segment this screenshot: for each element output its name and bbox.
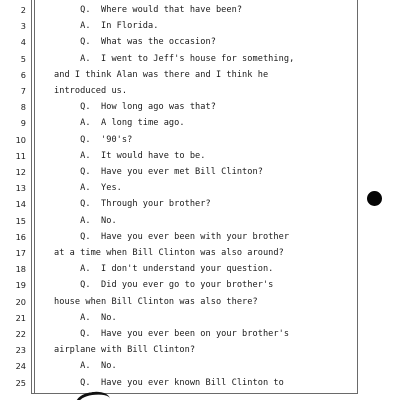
line-text: A. No. (54, 312, 117, 323)
line-number: 4 (20, 37, 26, 48)
line-text: and I think Alan was there and I think he (54, 69, 269, 80)
line-text: Q. Have you ever been with your brother (54, 231, 290, 242)
line-text: house when Bill Clinton was also there? (54, 296, 258, 307)
bottom-margin-rule (31, 393, 358, 394)
line-number: 9 (20, 118, 26, 129)
line-number: 6 (20, 69, 26, 80)
line-number: 13 (15, 183, 26, 194)
line-number: 14 (15, 199, 26, 210)
transcript-line (0, 261, 357, 277)
line-number: 20 (15, 296, 26, 307)
line-number: 21 (15, 312, 26, 323)
line-number: 15 (15, 215, 26, 226)
transcript-line (0, 34, 357, 50)
transcript-line (0, 375, 357, 391)
line-text: airplane with Bill Clinton? (54, 345, 196, 356)
line-number: 17 (15, 248, 26, 258)
line-text: Q. '90's? (54, 134, 133, 145)
line-text: Q. Have you ever known Bill Clinton to (54, 377, 284, 388)
line-text: Q. How long ago was that? (54, 102, 216, 113)
transcript-line (0, 2, 357, 18)
line-text: Q. Have you ever been on your brother's (54, 329, 290, 339)
line-text: A. In Florida. (54, 21, 159, 32)
line-number: 24 (15, 361, 26, 372)
line-number: 2 (20, 5, 26, 15)
transcript-line (0, 99, 357, 115)
transcript-line (0, 196, 357, 212)
transcript-line (0, 310, 357, 326)
line-number: 19 (15, 280, 26, 291)
transcript-line (0, 164, 357, 180)
line-number: 10 (15, 134, 26, 145)
line-text: Q. Have you ever met Bill Clinton? (54, 167, 263, 177)
hole-punch-mark (367, 191, 382, 206)
line-number: 16 (15, 231, 26, 242)
line-number: 25 (15, 377, 26, 388)
line-text: introduced us. (54, 86, 128, 96)
transcript-line (0, 51, 357, 67)
line-number: 18 (15, 264, 26, 275)
transcript-line (0, 115, 357, 131)
transcript-line (0, 213, 357, 229)
ink-smudge (75, 390, 111, 400)
transcript-line (0, 67, 357, 83)
transcript-line (0, 277, 357, 293)
line-text: A. A long time ago. (54, 118, 185, 129)
transcript-line (0, 342, 357, 358)
line-number: 22 (15, 329, 26, 339)
line-text: A. It would have to be. (54, 150, 206, 161)
transcript-line (0, 358, 357, 374)
transcript-line (0, 180, 357, 196)
line-number: 7 (20, 86, 26, 96)
transcript-line (0, 18, 357, 34)
line-text: A. No. (54, 215, 117, 226)
transcript-line (0, 148, 357, 164)
transcript-line (0, 245, 357, 261)
transcript-line (0, 294, 357, 310)
transcript-line (0, 83, 357, 99)
transcript-line (0, 132, 357, 148)
line-text: Q. Where would that have been? (54, 5, 243, 15)
line-text: A. I don't understand your question. (54, 264, 274, 275)
line-text: A. I went to Jeff's house for something, (54, 53, 295, 64)
line-text: A. Yes. (54, 183, 122, 194)
line-number: 3 (20, 21, 26, 32)
line-text: Q. Did you ever go to your brother's (54, 280, 274, 291)
line-number: 12 (15, 167, 26, 177)
line-number: 11 (15, 150, 26, 161)
line-text: Q. Through your brother? (54, 199, 211, 210)
line-number: 8 (20, 102, 26, 113)
transcript-line (0, 326, 357, 342)
transcript-line (0, 229, 357, 245)
right-margin-rule (357, 0, 358, 393)
line-number: 5 (20, 53, 26, 64)
line-text: at a time when Bill Clinton was also around? (54, 248, 284, 258)
line-number: 23 (15, 345, 26, 356)
line-text: A. No. (54, 361, 117, 372)
line-text: Q. What was the occasion? (54, 37, 216, 48)
